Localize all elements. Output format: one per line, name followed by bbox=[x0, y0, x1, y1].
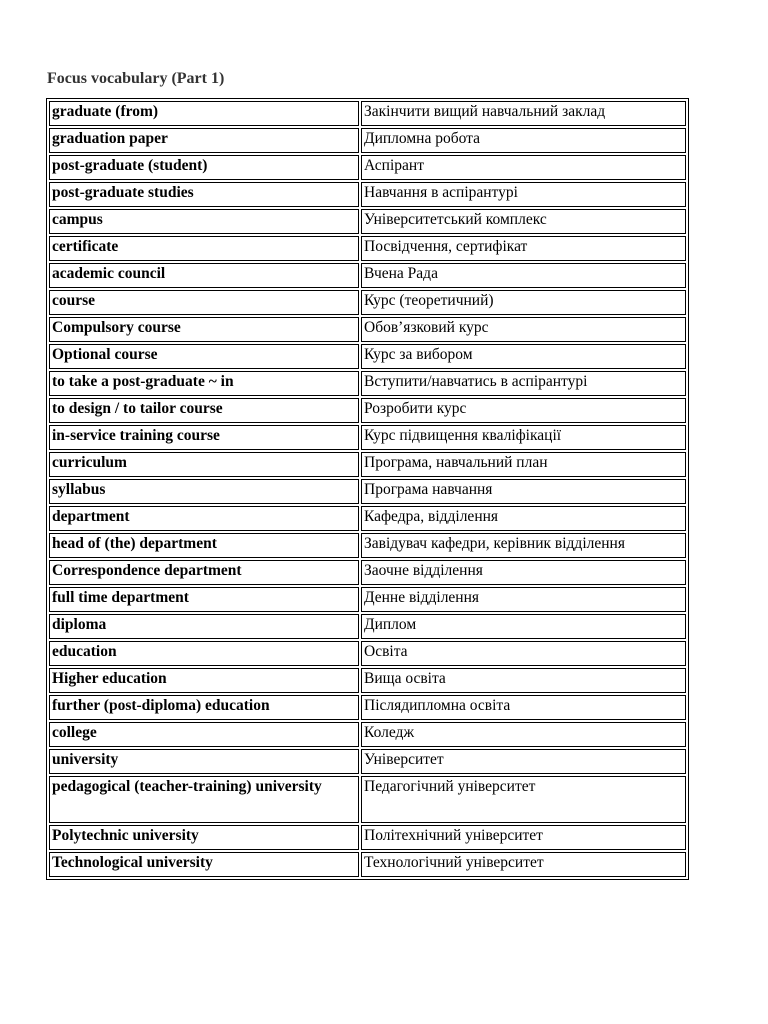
translation-cell: Курс за вибором bbox=[361, 344, 686, 369]
table-row bbox=[49, 236, 686, 261]
vocabulary-table-body bbox=[49, 101, 686, 877]
term-cell: further (post-diploma) education bbox=[49, 695, 359, 720]
translation-cell: Аспірант bbox=[361, 155, 686, 180]
term-cell: to design / to tailor course bbox=[49, 398, 359, 423]
table-row bbox=[49, 506, 686, 531]
translation-cell: Денне відділення bbox=[361, 587, 686, 612]
term-cell: Polytechnic university bbox=[49, 825, 359, 850]
term-cell: graduate (from) bbox=[49, 101, 359, 126]
term-cell: Correspondence department bbox=[49, 560, 359, 585]
table-row bbox=[49, 317, 686, 342]
table-row bbox=[49, 101, 686, 126]
table-row bbox=[49, 425, 686, 450]
table-row bbox=[49, 825, 686, 850]
table-row bbox=[49, 263, 686, 288]
table-row bbox=[49, 587, 686, 612]
table-row bbox=[49, 128, 686, 153]
translation-cell: Розробити курс bbox=[361, 398, 686, 423]
table-row bbox=[49, 695, 686, 720]
term-cell: Technological university bbox=[49, 852, 359, 877]
translation-cell: Університет bbox=[361, 749, 686, 774]
translation-cell: Вища освіта bbox=[361, 668, 686, 693]
term-cell: certificate bbox=[49, 236, 359, 261]
vocabulary-table bbox=[46, 98, 689, 880]
table-row bbox=[49, 852, 686, 877]
term-cell: curriculum bbox=[49, 452, 359, 477]
table-row bbox=[49, 344, 686, 369]
table-row bbox=[49, 533, 686, 558]
translation-cell: Вступити/навчатись в аспірантурі bbox=[361, 371, 686, 396]
translation-cell: Курс підвищення кваліфікації bbox=[361, 425, 686, 450]
table-row bbox=[49, 749, 686, 774]
term-cell: full time department bbox=[49, 587, 359, 612]
translation-cell: Навчання в аспірантурі bbox=[361, 182, 686, 207]
translation-cell: Освіта bbox=[361, 641, 686, 666]
translation-cell: Технологічний університет bbox=[361, 852, 686, 877]
translation-cell: Завідувач кафедри, керівник відділення bbox=[361, 533, 686, 558]
translation-cell: Педагогічний університет bbox=[361, 776, 686, 823]
table-row bbox=[49, 398, 686, 423]
translation-cell: Кафедра, відділення bbox=[361, 506, 686, 531]
table-row bbox=[49, 209, 686, 234]
term-cell: graduation paper bbox=[49, 128, 359, 153]
translation-cell: Політехнічний університет bbox=[361, 825, 686, 850]
term-cell: Optional course bbox=[49, 344, 359, 369]
table-row bbox=[49, 452, 686, 477]
term-cell: course bbox=[49, 290, 359, 315]
table-row bbox=[49, 776, 686, 823]
translation-cell: Заочне відділення bbox=[361, 560, 686, 585]
translation-cell: Обов’язковий курс bbox=[361, 317, 686, 342]
term-cell: Higher education bbox=[49, 668, 359, 693]
term-cell: to take a post-graduate ~ in bbox=[49, 371, 359, 396]
translation-cell: Закінчити вищий навчальний заклад bbox=[361, 101, 686, 126]
translation-cell: Дипломна робота bbox=[361, 128, 686, 153]
table-row bbox=[49, 614, 686, 639]
translation-cell: Університетський комплекс bbox=[361, 209, 686, 234]
term-cell: post-graduate studies bbox=[49, 182, 359, 207]
table-row bbox=[49, 560, 686, 585]
term-cell: department bbox=[49, 506, 359, 531]
translation-cell: Курс (теоретичний) bbox=[361, 290, 686, 315]
table-row bbox=[49, 155, 686, 180]
term-cell: head of (the) department bbox=[49, 533, 359, 558]
term-cell: in-service training course bbox=[49, 425, 359, 450]
term-cell: campus bbox=[49, 209, 359, 234]
table-row bbox=[49, 668, 686, 693]
table-row bbox=[49, 722, 686, 747]
term-cell: post-graduate (student) bbox=[49, 155, 359, 180]
term-cell: pedagogical (teacher-training) university bbox=[49, 776, 359, 823]
table-row bbox=[49, 290, 686, 315]
term-cell: academic council bbox=[49, 263, 359, 288]
translation-cell: Післядипломна освіта bbox=[361, 695, 686, 720]
term-cell: university bbox=[49, 749, 359, 774]
table-row bbox=[49, 479, 686, 504]
translation-cell: Диплом bbox=[361, 614, 686, 639]
table-row bbox=[49, 182, 686, 207]
translation-cell: Посвідчення, сертифікат bbox=[361, 236, 686, 261]
translation-cell: Програма навчання bbox=[361, 479, 686, 504]
translation-cell: Коледж bbox=[361, 722, 686, 747]
term-cell: diploma bbox=[49, 614, 359, 639]
term-cell: education bbox=[49, 641, 359, 666]
term-cell: syllabus bbox=[49, 479, 359, 504]
page-title: Focus vocabulary (Part 1) bbox=[47, 70, 225, 87]
table-row bbox=[49, 641, 686, 666]
translation-cell: Вчена Рада bbox=[361, 263, 686, 288]
table-row bbox=[49, 371, 686, 396]
term-cell: college bbox=[49, 722, 359, 747]
translation-cell: Програма, навчальний план bbox=[361, 452, 686, 477]
term-cell: Compulsory course bbox=[49, 317, 359, 342]
